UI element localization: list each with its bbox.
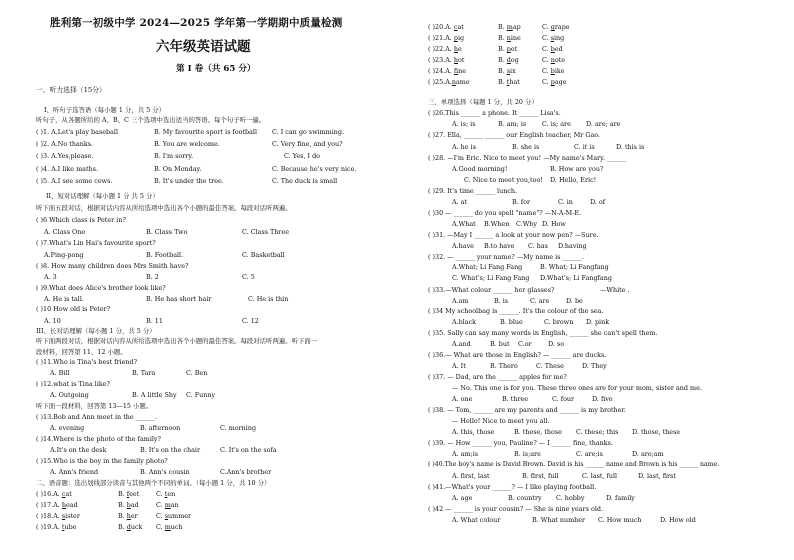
option: C.or: [518, 340, 532, 348]
question-item: ( )33.—What colour ______ her glasses?: [428, 286, 555, 294]
option: D.having: [558, 242, 587, 250]
option: A. Bill: [50, 369, 70, 377]
option: A. 3: [44, 273, 57, 281]
option: B. It's under the tree.: [154, 177, 224, 185]
option: B.When: [484, 220, 510, 228]
option: D. last, first: [638, 472, 676, 480]
option: D. so: [548, 340, 565, 348]
option: C. is; are: [542, 120, 571, 128]
phonics-option: B. dog: [498, 56, 519, 64]
phonics-option: C. bed: [542, 45, 563, 53]
option: C. last, full: [582, 472, 618, 480]
option: A.Good morning!: [452, 165, 508, 173]
option: B. Class Two: [146, 228, 188, 236]
phonics-item: ( )23.A. hot: [428, 56, 465, 64]
option: B. He has short hair: [146, 295, 212, 303]
option: C. morning: [220, 424, 257, 432]
option: D. They: [582, 362, 607, 370]
section2-title: 二、语音题：选出划线部分读音与其他两个不同的单词。（每小题 1 分，共 10 分）: [36, 479, 271, 487]
option: A. He is tall.: [44, 295, 84, 303]
question-item: ( )41.—What's your ______? — I like playing football.: [428, 483, 597, 491]
option: A. 10: [44, 317, 61, 325]
question-item: ( )2. A.No thanks.: [36, 140, 94, 148]
volume-title: 第 I 卷（共 65 分）: [176, 64, 256, 74]
phonics-option: B. her: [118, 512, 138, 520]
phonics-item: ( )19.A. tube: [36, 523, 77, 531]
option: C. How much: [598, 516, 642, 524]
option: C. brown: [544, 318, 574, 326]
question-item: ( )34 My schoolbag is ______. It's the colour of the sea.: [428, 307, 604, 315]
option: D. pink: [586, 318, 610, 326]
phonics-option: B. that: [498, 78, 520, 86]
option: D. are; are: [586, 120, 621, 128]
option: C. It's on the sofa: [220, 446, 277, 454]
option: D. How: [542, 220, 566, 228]
question-item: ( )39. — How ______ you, Pauline? — I ______ fine, thanks.: [428, 439, 613, 447]
option: B. blue: [500, 318, 523, 326]
option: A. first, last: [452, 472, 490, 480]
phonics-item: ( )17.A. head: [36, 501, 78, 509]
option: C. four: [552, 395, 575, 403]
question-item: ( )31. —May I ______ a look at your new pen? —Sure.: [428, 231, 599, 239]
option: B. 11: [146, 317, 163, 325]
phonics-item: ( )16.A. cat: [36, 490, 72, 498]
option: C. Basketball: [242, 251, 285, 259]
school-title: 胜利第一初级中学 2024—2025 学年第一学期期中质量检测: [50, 17, 343, 29]
option: B. How are you?: [550, 165, 604, 173]
question-item: ( )26.This ______ a phone. It ______ Lisa's.: [428, 109, 561, 117]
phonics-option: C. ten: [156, 490, 176, 498]
option: B. I'm sorry.: [154, 152, 194, 160]
question-item: ( )9.What does Alice's brother look like?: [36, 284, 166, 292]
option: B. Tara: [132, 369, 156, 377]
option: B. What number: [532, 516, 586, 524]
option: C. 12: [242, 317, 259, 325]
option: C. He is thin: [248, 295, 289, 303]
option: C. What's; Li Fang Fang: [452, 274, 530, 282]
option: B. she is: [512, 143, 540, 151]
answer-text: —White .: [600, 286, 630, 294]
question-item: ( )5. A.I see some cows.: [36, 177, 113, 185]
answer-text: — Hello! Nice to meet you all.: [452, 417, 550, 425]
option: A. Class One: [44, 228, 86, 236]
phonics-option: B. map: [498, 23, 521, 31]
option: B. these, those: [514, 428, 562, 436]
option: B. first, full: [522, 472, 559, 480]
option: C.Why: [516, 220, 537, 228]
option: C. Funny: [186, 391, 216, 399]
phonics-option: B. pet: [498, 45, 518, 53]
question-item: ( )35. Sally can say many words in English, ______ she can't spell them.: [428, 329, 658, 337]
part3-intro2: 听下面一段材料，回答第 13—15 小题。: [36, 402, 153, 410]
option: B. You are welcome.: [154, 140, 220, 148]
option: A. am;is: [452, 450, 479, 458]
option: B. There: [490, 362, 518, 370]
option: D. are;am: [632, 450, 664, 458]
option: C. in: [558, 198, 573, 206]
part2-instruction: 听下面五段对话，根据对话内容从所给选项中选出各个小题的最佳答案。每段对话听两遍。: [36, 204, 292, 212]
option: C. has: [528, 242, 548, 250]
question-item: ( )28. —I'm Eric. Nice to meet you! —My name's Mary. ______: [428, 154, 627, 162]
section3-title: 三、单项选择（每题 1 分，共 20 分）: [428, 98, 538, 106]
option: D. be: [566, 297, 583, 305]
phonics-option: C. summer: [156, 512, 192, 520]
option: A. What colour: [452, 516, 501, 524]
option: C. Class Three: [242, 228, 290, 236]
option: B. for: [512, 198, 531, 206]
question-item: ( )7.What's Lin Hai's favourite sport?: [36, 239, 156, 247]
option: A. at: [452, 198, 468, 206]
phonics-option: C. note: [542, 56, 566, 64]
part3-instruction: 段材料，回答第 11、12 小题。: [36, 348, 127, 356]
option: A.Ping-pong: [44, 251, 84, 259]
option: C. I can go swimming.: [272, 128, 344, 136]
option: C. 5: [242, 273, 255, 281]
option: C. Yes, I do: [284, 152, 321, 160]
option: B. but: [490, 340, 510, 348]
phonics-option: C. grape: [542, 23, 570, 31]
option: B. A little Shy: [132, 391, 177, 399]
option: C. Because he's very nice.: [272, 165, 357, 173]
option: A. evening: [50, 424, 85, 432]
question-item: ( )38. — Tom, ______ are my parents and ______ is my brother.: [428, 406, 626, 414]
answer-text: — No. This one is for you. These three ones are for your mom, sister and me.: [452, 384, 702, 392]
option: C. These: [536, 362, 564, 370]
phonics-item: ( )25.A.name: [428, 78, 470, 86]
option: B. Ann's cousin: [140, 468, 190, 476]
option: C. are: [530, 297, 550, 305]
question-item: ( )12.what is Tina like?: [36, 380, 110, 388]
phonics-option: B. six: [498, 67, 516, 75]
option: A. he is: [452, 143, 476, 151]
section1-title: 一、听力选择（15分）: [36, 86, 106, 94]
part1-title: I、听句子选答语（每小题 1 分，共 5 分）: [44, 106, 166, 114]
option: A. It: [452, 362, 466, 370]
option: B. am; is: [498, 120, 527, 128]
question-item: ( )4. A.I like maths.: [36, 165, 98, 173]
question-item: ( )8. How many children does Mrs Smith have?: [36, 262, 189, 270]
option: A. age: [452, 494, 473, 502]
option: C. are;is: [576, 450, 603, 458]
question-item: ( )1. A.Let's play baseball: [36, 128, 118, 136]
option: C. The duck is small: [272, 177, 338, 185]
option: C. Nice to meet you,too!: [464, 176, 543, 184]
question-item: ( )27. Ella, ______ ______ our English teacher, Mr Gao.: [428, 131, 601, 139]
phonics-item: ( )18.A. sister: [36, 512, 80, 520]
option: A. Ann's friend: [50, 468, 99, 476]
question-item: ( )30 — ______ do you spell "name"? —N-A-M-E.: [428, 209, 582, 217]
option: B. My favourite sport is football: [154, 128, 258, 136]
option: A.have: [452, 242, 474, 250]
option: B. It's on the chair: [140, 446, 201, 454]
phonics-option: C. much: [156, 523, 183, 531]
option: D. this is: [616, 143, 645, 151]
option: B. three: [502, 395, 529, 403]
option: A. one: [452, 395, 473, 403]
phonics-option: B. duck: [118, 523, 143, 531]
option: A.What: [452, 220, 476, 228]
option: C. Very fine, and you?: [272, 140, 343, 148]
option: A. is; is: [452, 120, 476, 128]
option: C. hobby: [556, 494, 585, 502]
question-item: ( )42 — ______ is your cousin? — She is nine years old.: [428, 505, 604, 513]
option: B. What; Li Fangfang: [540, 263, 609, 271]
question-item: ( )3. A.Yes,please.: [36, 152, 94, 160]
option: D. How old: [660, 516, 696, 524]
option: B. On Monday.: [154, 165, 202, 173]
question-item: ( )10 How old is Peter?: [36, 305, 111, 313]
question-item: ( )29. It's time ______ lunch.: [428, 187, 518, 195]
question-item: ( )6 Which class is Peter in?: [36, 216, 126, 224]
option: D. five: [592, 395, 613, 403]
question-item: ( )36.— What are those in English? — ______ are ducks.: [428, 351, 607, 359]
phonics-option: B. feet: [118, 490, 140, 498]
option: C.Ann's brother: [220, 468, 272, 476]
phonics-option: B. bad: [118, 501, 139, 509]
option: B. is: [494, 297, 509, 305]
exam-title: 六年级英语试题: [156, 39, 251, 55]
part2-title: II、短对话理解（每小题 1 分 共 5 分）: [46, 192, 159, 200]
question-item: ( )40.The boy's name is David Brown. David is his ______ name and Brown is his ______ name.: [428, 461, 720, 468]
phonics-option: C. bike: [542, 67, 565, 75]
part1-instruction: 听句子，从各题所给的 A、B、C 三个选项中选出适当的答语。每个句子听一遍。: [36, 116, 266, 124]
option: B. is;are: [514, 450, 541, 458]
phonics-option: C. sing: [542, 34, 565, 42]
question-item: ( )32. — ______ your name? —My name is ______.: [428, 253, 584, 261]
option: B. Football.: [146, 251, 184, 259]
option: D.What's; Li Fangfang: [540, 274, 612, 282]
phonics-item: ( )24.A. fine: [428, 67, 467, 75]
option: D. of: [590, 198, 606, 206]
option: C. these; this: [576, 428, 619, 436]
phonics-item: ( )20.A. cat: [428, 23, 464, 31]
question-item: ( )15.Who is the boy in the family photo?: [36, 457, 168, 465]
question-item: ( )11.Who is Tina's best friend?: [36, 358, 138, 366]
option: B.to have: [484, 242, 515, 250]
option: C. Ben: [186, 369, 208, 377]
question-item: ( )13.Bob and Ann meet in the ______.: [36, 413, 157, 421]
option: B. afternoon: [140, 424, 181, 432]
phonics-option: C. page: [542, 78, 567, 86]
question-item: ( )37. — Dad, are the ______ apples for me?: [428, 373, 567, 381]
part3-instruction: 听下面两段对话，根据对话内容从所给选项中选出各个小题的最佳答案。每段对话听两遍。听下面一: [36, 337, 318, 345]
phonics-item: ( )21.A. pig: [428, 34, 465, 42]
question-item: ( )14.Where is the photo of the family?: [36, 435, 161, 443]
option: A. this, those: [452, 428, 495, 436]
option: B. country: [508, 494, 542, 502]
option: A.It's on the desk: [50, 446, 107, 454]
option: A.and: [452, 340, 471, 348]
option: D. those, these: [632, 428, 681, 436]
option: D. family: [606, 494, 635, 502]
option: A.black: [452, 318, 477, 326]
option: C. it is: [574, 143, 595, 151]
option: B. 2: [146, 273, 159, 281]
phonics-option: B. nine: [498, 34, 521, 42]
option: D. Hello, Eric!: [550, 176, 597, 184]
phonics-option: C. man: [156, 501, 179, 509]
phonics-item: ( )22.A. he: [428, 45, 462, 53]
option: A. Outgoing: [50, 391, 89, 399]
part3-title: III、长对话理解（每小题 1 分，共 5 分）: [36, 327, 156, 335]
option: A.What; Li Fang Fang: [452, 263, 523, 271]
option: A.am: [452, 297, 469, 305]
